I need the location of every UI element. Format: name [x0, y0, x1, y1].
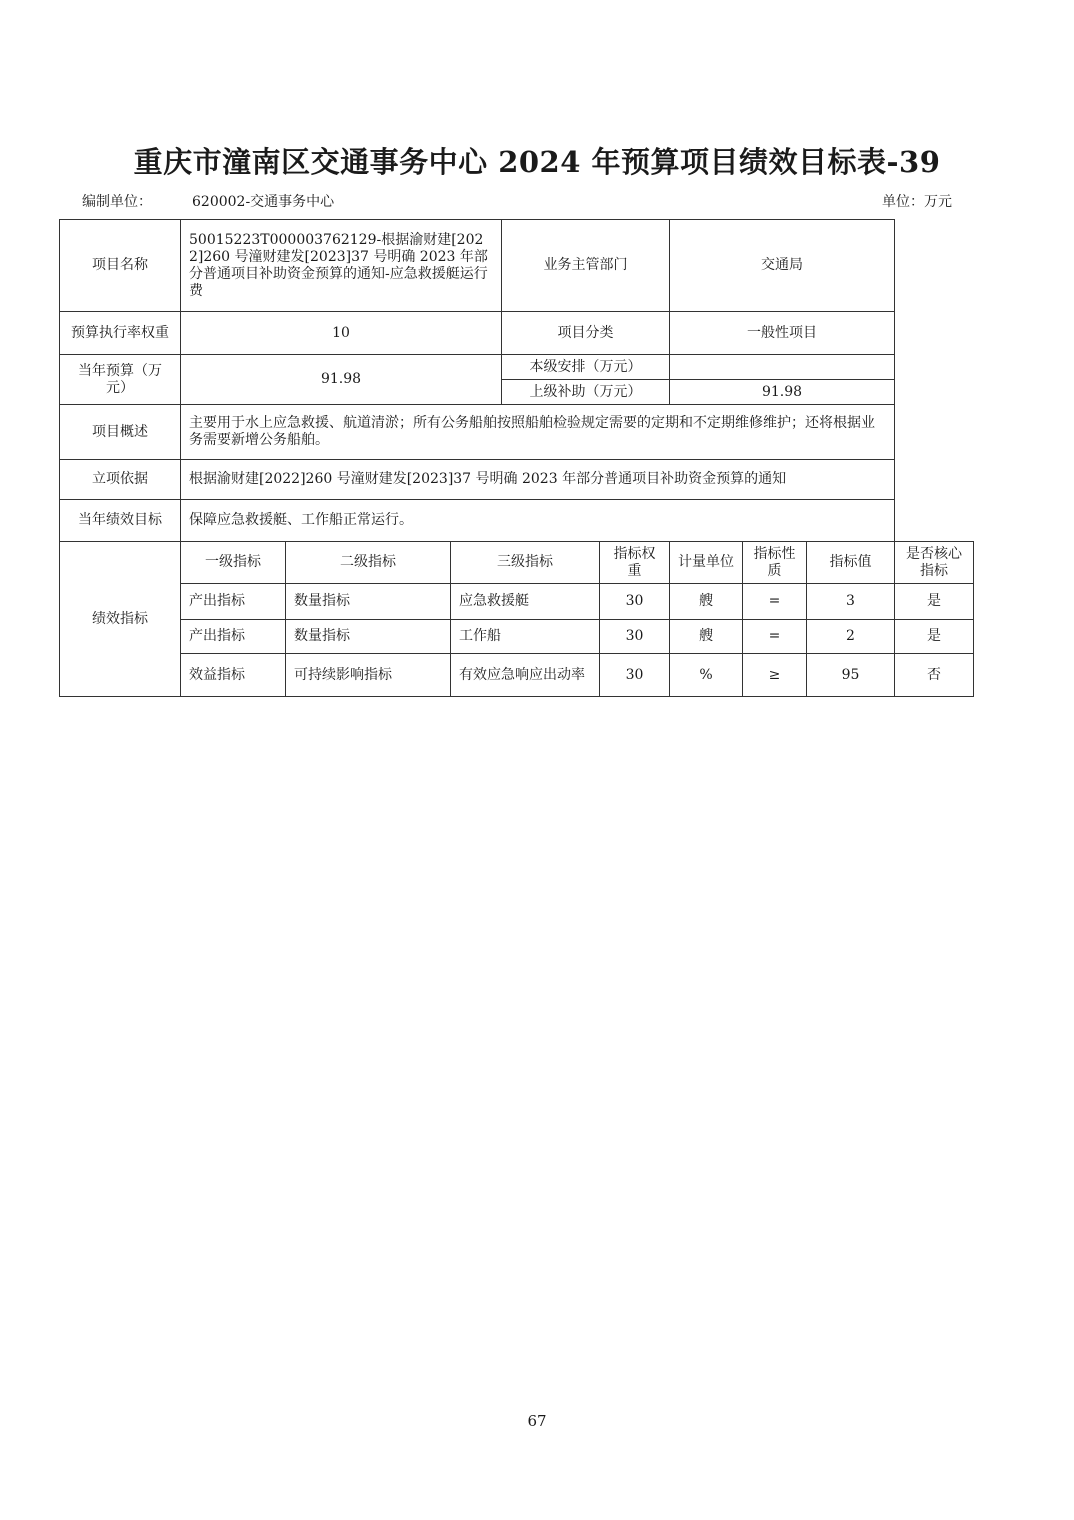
unit-label: 单位：万元 — [882, 194, 952, 210]
budget-row — [60, 355, 974, 380]
perf-core: 否 — [895, 654, 974, 697]
perf-header-weight: 指标权重 — [600, 542, 670, 584]
perf-unit: % — [670, 654, 743, 697]
overview-row — [60, 405, 974, 460]
perf-weight: 30 — [600, 584, 670, 620]
perf-level2: 数量指标 — [286, 584, 451, 620]
org-value: 620002-交通事务中心 — [192, 194, 335, 210]
goal-label: 当年绩效目标 — [60, 500, 181, 542]
exec-weight-label: 预算执行率权重 — [60, 312, 181, 355]
performance-table — [59, 219, 974, 697]
perf-header-level3: 三级指标 — [451, 542, 600, 584]
exec-weight-value: 10 — [181, 312, 502, 355]
project-name-label: 项目名称 — [60, 220, 181, 312]
perf-level2: 可持续影响指标 — [286, 654, 451, 697]
perf-level3: 应急救援艇 — [451, 584, 600, 620]
perf-header-nature: 指标性质 — [743, 542, 807, 584]
perf-header-level1: 一级指标 — [181, 542, 286, 584]
perf-header-value: 指标值 — [807, 542, 895, 584]
perf-weight: 30 — [600, 620, 670, 654]
perf-weight: 30 — [600, 654, 670, 697]
basis-label: 立项依据 — [60, 460, 181, 500]
category-value: 一般性项目 — [670, 312, 895, 355]
perf-header-unit: 计量单位 — [670, 542, 743, 584]
dept-label: 业务主管部门 — [502, 220, 670, 312]
perf-value: 95 — [807, 654, 895, 697]
org-label: 编制单位： — [82, 194, 152, 210]
perf-header-core: 是否核心指标 — [895, 542, 974, 584]
perf-level1: 产出指标 — [181, 584, 286, 620]
perf-level3: 工作船 — [451, 620, 600, 654]
perf-header-level2: 二级指标 — [286, 542, 451, 584]
page-title: 重庆市潼南区交通事务中心 2024 年预算项目绩效目标表-39 — [133, 145, 941, 179]
perf-label: 绩效指标 — [60, 542, 181, 697]
basis-row — [60, 460, 974, 500]
perf-value: 2 — [807, 620, 895, 654]
category-label: 项目分类 — [502, 312, 670, 355]
perf-level1: 效益指标 — [181, 654, 286, 697]
local-value — [670, 355, 895, 380]
perf-nature: = — [743, 584, 807, 620]
perf-core: 是 — [895, 620, 974, 654]
perf-level2: 数量指标 — [286, 620, 451, 654]
table-row — [60, 654, 974, 697]
budget-value: 91.98 — [181, 355, 502, 405]
perf-level1: 产出指标 — [181, 620, 286, 654]
perf-value: 3 — [807, 584, 895, 620]
project-name-row — [60, 220, 974, 312]
dept-value: 交通局 — [670, 220, 895, 312]
perf-unit: 艘 — [670, 584, 743, 620]
overview-label: 项目概述 — [60, 405, 181, 460]
page-number: 67 — [527, 1412, 547, 1430]
budget-label: 当年预算（万元） — [60, 355, 181, 405]
exec-weight-row — [60, 312, 974, 355]
perf-header-row — [60, 542, 974, 584]
overview-value: 主要用于水上应急救援、航道清淤；所有公务船舶按照船舶检验规定需要的定期和不定期维修维护；还将根据业务需要新增公务船舶。 — [181, 405, 895, 460]
table-row — [60, 620, 974, 654]
perf-core: 是 — [895, 584, 974, 620]
local-label: 本级安排（万元） — [502, 355, 670, 380]
project-name-value: 50015223T000003762129-根据渝财建[2022]260 号潼财建发[2023]37 号明确 2023 年部分普通项目补助资金预算的通知-应急救援艇运行费 — [181, 220, 502, 312]
goal-row — [60, 500, 974, 542]
goal-value: 保障应急救援艇、工作船正常运行。 — [181, 500, 895, 542]
table-row — [60, 584, 974, 620]
superior-label: 上级补助（万元） — [502, 380, 670, 405]
basis-value: 根据渝财建[2022]260 号潼财建发[2023]37 号明确 2023 年部分普通项目补助资金预算的通知 — [181, 460, 895, 500]
perf-level3: 有效应急响应出动率 — [451, 654, 600, 697]
perf-nature: = — [743, 620, 807, 654]
perf-unit: 艘 — [670, 620, 743, 654]
perf-nature: ≥ — [743, 654, 807, 697]
superior-value: 91.98 — [670, 380, 895, 405]
